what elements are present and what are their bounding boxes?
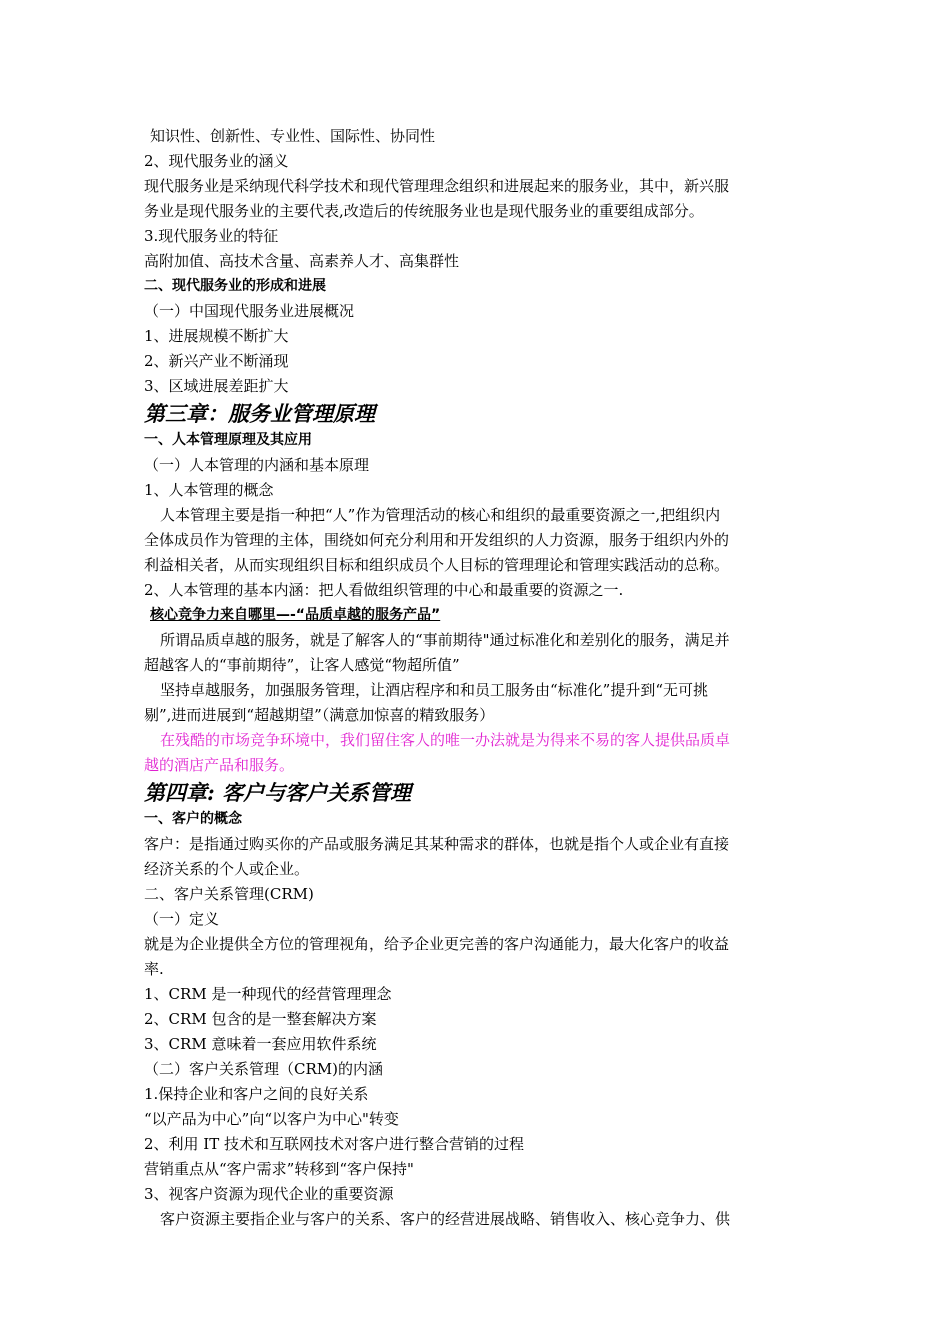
chapter-heading: 第三章：服务业管理原理 xyxy=(144,401,375,426)
text-line: 3、区域进展差距扩大 xyxy=(144,377,289,395)
section-heading: 二、现代服务业的形成和进展 xyxy=(144,278,326,294)
text-line: 营销重点从“客户需求”转移到“客户保持" xyxy=(144,1160,414,1178)
text-line: 务业是现代服务业的主要代表,改造后的传统服务业也是现代服务业的重要组成部分。 xyxy=(144,202,704,220)
text-line: 在残酷的市场竞争环境中，我们留住客人的唯一办法就是为得来不易的客人提供品质卓 xyxy=(160,731,731,749)
text-line: 3.现代服务业的特征 xyxy=(144,227,279,245)
document-body xyxy=(144,124,808,1232)
text-line: 1、CRM 是一种现代的经营管理理念 xyxy=(144,985,392,1003)
text-line: 客户：是指通过购买你的产品或服务满足其某种需求的群体，也就是指个人或企业有直接 xyxy=(144,835,730,853)
text-line: 利益相关者，从而实现组织目标和组织成员个人目标的管理理论和管理实践活动的总称。 xyxy=(144,556,730,574)
text-line: （二）客户关系管理（CRM)的内涵 xyxy=(144,1060,383,1078)
text-line: 全体成员作为管理的主体，围绕如何充分利用和开发组织的人力资源，服务于组织内外的 xyxy=(144,531,730,549)
text-line: 现代服务业是采纳现代科学技术和现代管理理念组织和进展起来的服务业，其中，新兴服 xyxy=(144,177,730,195)
text-line: 3、CRM 意味着一套应用软件系统 xyxy=(144,1035,377,1053)
text-line: 1、进展规模不断扩大 xyxy=(144,327,289,345)
text-line: 二、客户关系管理(CRM) xyxy=(144,885,314,903)
text-line: 坚持卓越服务，加强服务管理，让酒店程序和和员工服务由“标准化”提升到“无可挑 xyxy=(160,681,709,699)
text-line: 率. xyxy=(144,960,164,978)
section-heading: 核心竞争力来自哪里—-“品质卓越的服务产品” xyxy=(150,607,441,623)
text-line: （一）人本管理的内涵和基本原理 xyxy=(144,456,370,474)
text-line: 经济关系的个人或企业。 xyxy=(144,860,310,878)
text-line: 2、利用 IT 技术和互联网技术对客户进行整合营销的过程 xyxy=(144,1135,525,1153)
text-line: 剔”,进而进展到“超越期望”（满意加惊喜的精致服务） xyxy=(144,706,495,724)
text-line: 越的酒店产品和服务。 xyxy=(144,756,295,774)
text-line: 就是为企业提供全方位的管理视角，给予企业更完善的客户沟通能力，最大化客户的收益 xyxy=(144,935,730,953)
text-line: （一）定义 xyxy=(144,910,220,928)
text-line: 1.保持企业和客户之间的良好关系 xyxy=(144,1085,369,1103)
text-line: 超越客人的“事前期待”，让客人感觉“物超所值” xyxy=(144,656,460,674)
text-line: 所谓品质卓越的服务，就是了解客人的“事前期待"通过标准化和差别化的服务，满足并 xyxy=(160,631,730,649)
text-line: 知识性、创新性、专业性、国际性、协同性 xyxy=(150,127,436,145)
text-line: 2、现代服务业的涵义 xyxy=(144,152,289,170)
text-line: 2、CRM 包含的是一整套解决方案 xyxy=(144,1010,377,1028)
section-heading: 一、客户的概念 xyxy=(144,811,242,827)
text-line: 高附加值、高技术含量、高素养人才、高集群性 xyxy=(144,252,460,270)
text-line: 客户资源主要指企业与客户的关系、客户的经营进展战略、销售收入、核心竞争力、供 xyxy=(160,1210,731,1228)
chapter-heading: 第四章: 客户与客户关系管理 xyxy=(144,780,412,805)
text-line: 3、视客户资源为现代企业的重要资源 xyxy=(144,1185,394,1203)
text-line: （一）中国现代服务业进展概况 xyxy=(144,302,355,320)
text-line: 1、人本管理的概念 xyxy=(144,481,274,499)
text-line: “以产品为中心”向“以客户为中心"转变 xyxy=(144,1110,399,1128)
text-line: 2、新兴产业不断涌现 xyxy=(144,352,289,370)
text-line: 人本管理主要是指一种把“人”作为管理活动的核心和组织的最重要资源之一,把组织内 xyxy=(160,506,721,524)
section-heading: 一、人本管理原理及其应用 xyxy=(144,432,312,448)
text-line: 2、人本管理的基本内涵：把人看做组织管理的中心和最重要的资源之一. xyxy=(144,581,624,599)
